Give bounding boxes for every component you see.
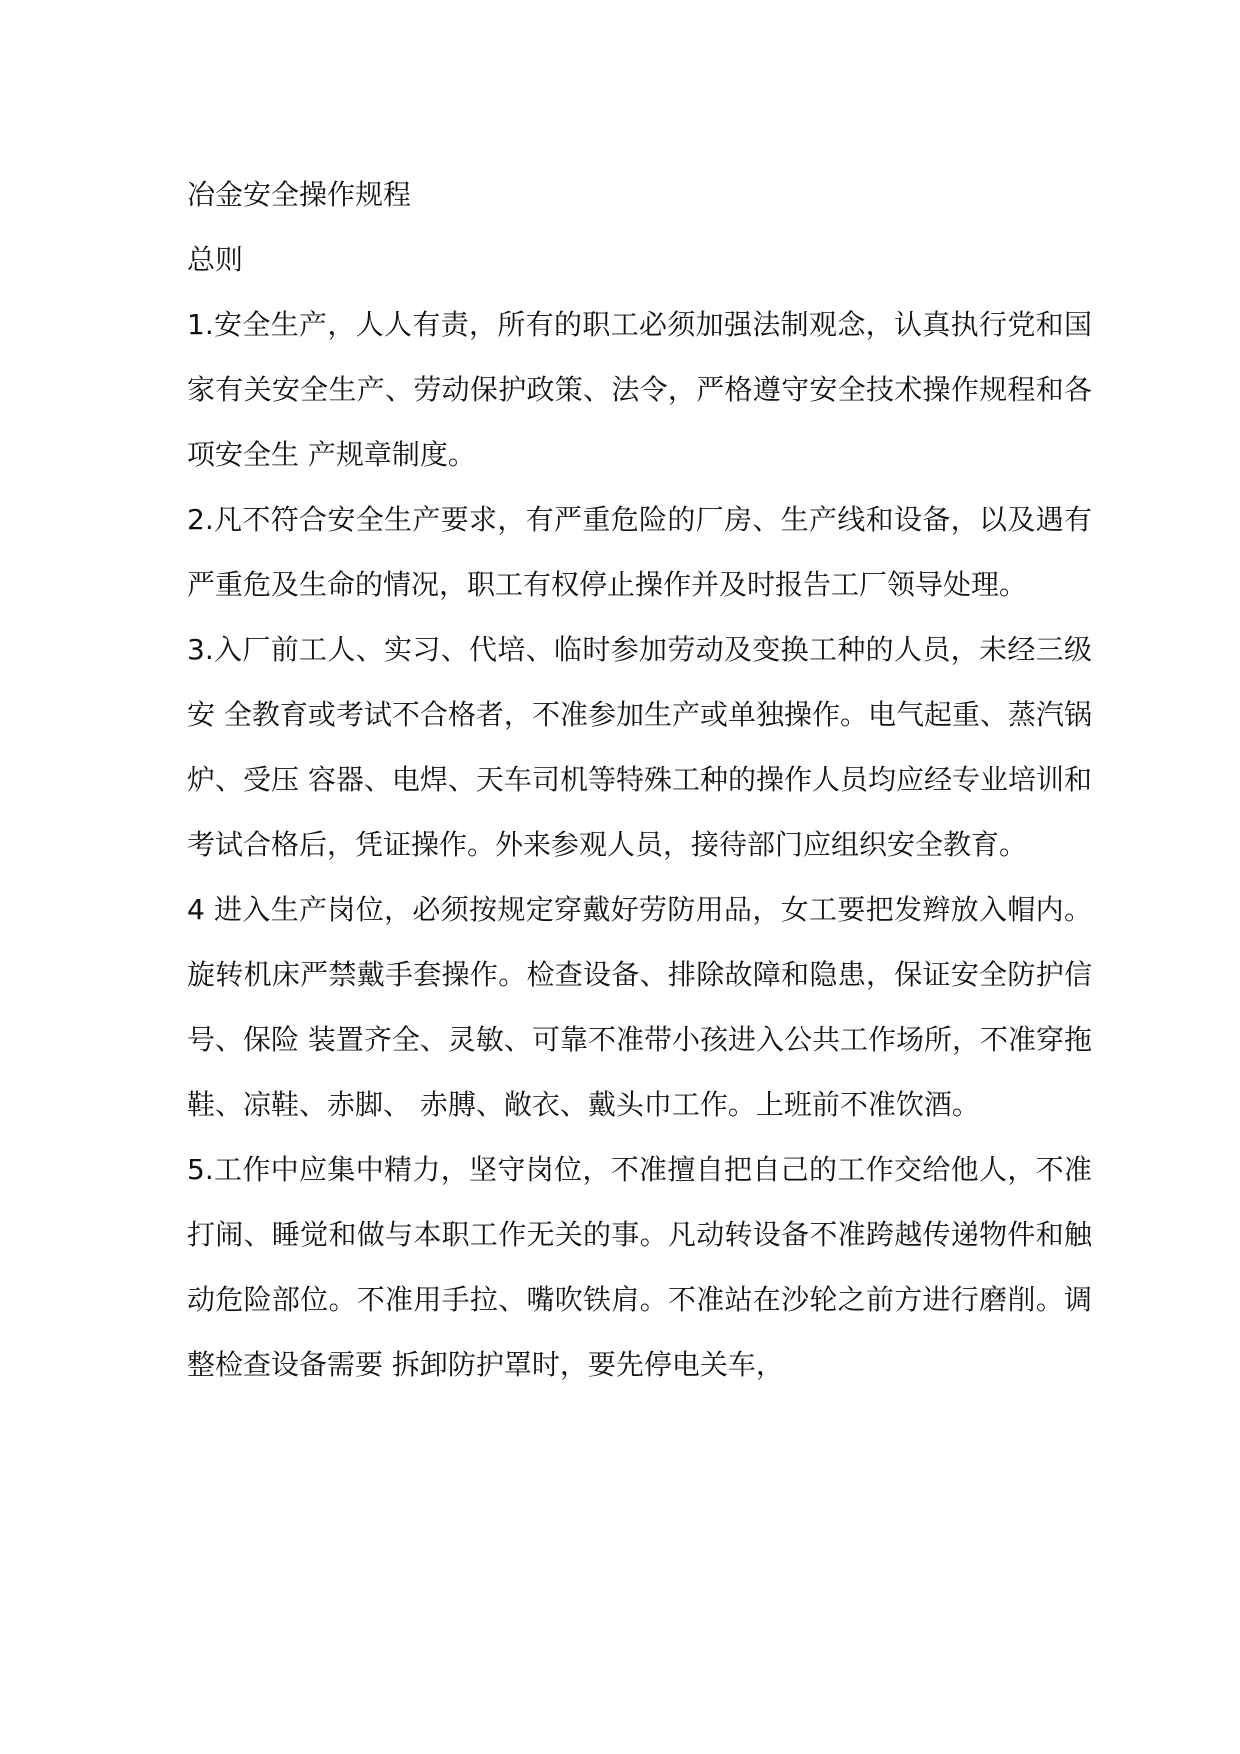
paragraph-rule-1: 1.安全生产，人人有责，所有的职工必须加强法制观念，认真执行党和国家有关安全生产、劳动保护政策、法令，严格遵守安全技术操作规程和各项安全生 产规章制度。: [187, 308, 1092, 471]
section-heading: 总则: [187, 243, 244, 276]
document-title: 冶金安全操作规程: [187, 178, 412, 211]
paragraph-rule-3: 3.入厂前工人、实习、代培、临时参加劳动及变换工种的人员，未经三级安 全教育或考试不合格者，不准参加生产或单独操作。电气起重、蒸汽锅炉、受压 容器、电焊、天车司机等特殊工种的操作人员均应经专业培训和考试合格后，凭证操作。外来参观人员，接待部门应组织安全教育。: [187, 633, 1092, 861]
paragraph-rule-4: 4 进入生产岗位，必须按规定穿戴好劳防用品，女工要把发辫放入帽内。旋转机床严禁戴手套操作。检查设备、排除故障和隐患，保证安全防护信号、保险 装置齐全、灵敏、可靠不准带小孩进入公共工作场所，不准穿拖鞋、凉鞋、赤脚、 赤膊、敞衣、戴头巾工作。上班前不准饮酒。: [187, 893, 1092, 1121]
paragraph-rule-5: 5.工作中应集中精力，坚守岗位，不准擅自把自己的工作交给他人，不准打闹、睡觉和做与本职工作无关的事。凡动转设备不准跨越传递物件和触动危险部位。不准用手拉、嘴吹铁肩。不准站在沙轮之前方进行磨削。调整检查设备需要 拆卸防护罩时，要先停电关车，: [187, 1153, 1092, 1381]
document-body: [187, 162, 1092, 1397]
paragraph-rule-2: 2.凡不符合安全生产要求，有严重危险的厂房、生产线和设备，以及遇有严重危及生命的情况，职工有权停止操作并及时报告工厂领导处理。: [187, 503, 1092, 601]
